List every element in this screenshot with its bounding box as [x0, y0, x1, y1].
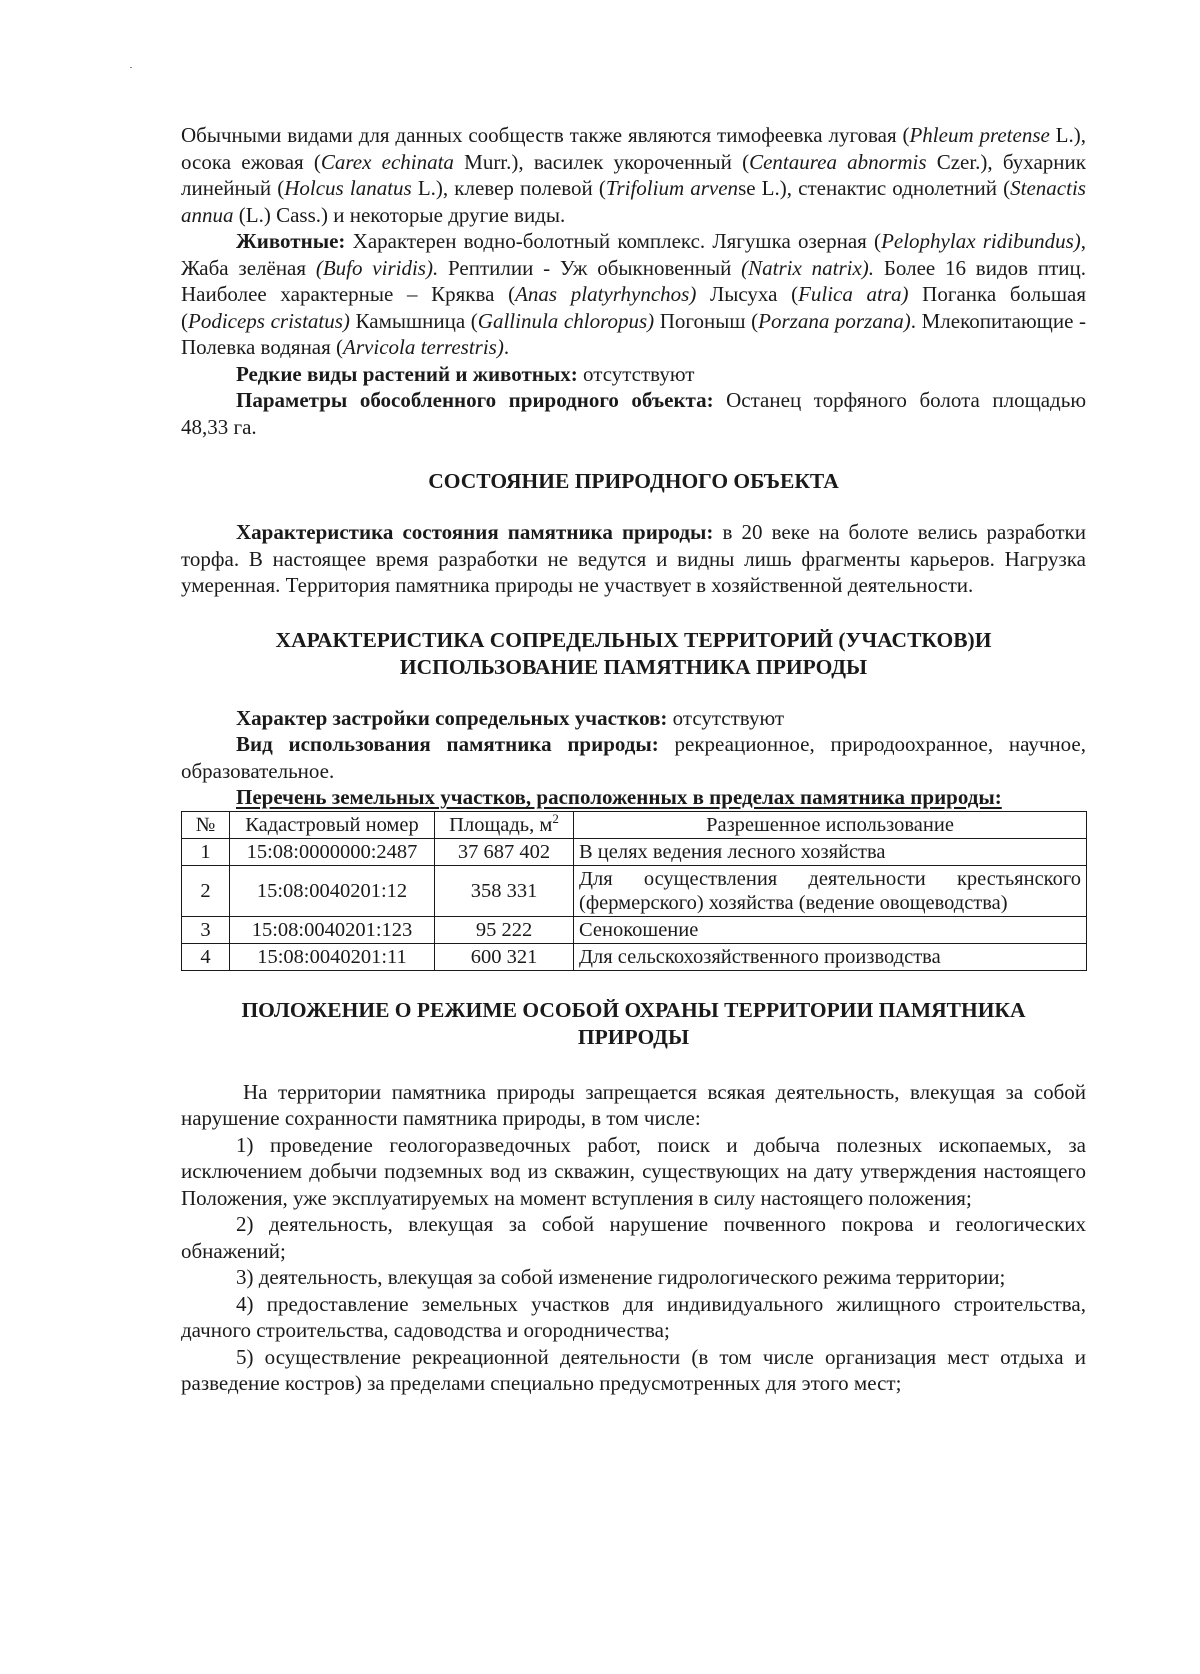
- cell-cadastral-number: 15:08:0040201:12: [230, 865, 435, 916]
- cell-area: 37 687 402: [435, 838, 574, 865]
- heading-adjacent-territories: ХАРАКТЕРИСТИКА СОПРЕДЕЛЬНЫХ ТЕРРИТОРИЙ (УЧАСТКОВ)И ИСПОЛЬЗОВАНИЕ ПАМЯТНИКА ПРИРОДЫ: [275, 627, 992, 679]
- cell-cadastral-number: 15:08:0040201:11: [230, 943, 435, 970]
- header-permitted-use: Разрешенное использование: [574, 811, 1087, 838]
- animals-paragraph: Животные: Характерен водно-болотный комплекс. Лягушка озерная (Pelophylax ridibundus), Жаба зелёная (Bufo viridis). Рептилии - Уж обыкновенный (Natrix natrix). Более 16 видов птиц. Наиболее характерные – Кряква (Anas platyrhynchos) Лысуха (Fulica atra) Поганка большая (Podiceps cristatus) Камышница (Gallinula chloropus) Погоныш (Porzana porzana). Млекопитающие - Полевка водяная (Arvicola terrestris).: [181, 229, 1087, 359]
- cell-number: 2: [182, 865, 230, 916]
- table-row: [182, 943, 1087, 970]
- cell-permitted-use: Сенокошение: [574, 916, 1087, 943]
- cell-area: 95 222: [435, 916, 574, 943]
- cell-number: 3: [182, 916, 230, 943]
- table-row: [182, 916, 1087, 943]
- regime-item-1: 1) проведение геологоразведочных работ, поиск и добыча полезных ископаемых, за исключением добычи подземных вод из скважин, существующих на дату утверждения настоящего Положения, уже эксплуатируемых на момент вступления в силу настоящего положения;: [181, 1132, 1086, 1210]
- land-plots-caption: Перечень земельных участков, расположенных в пределах памятника природы:: [236, 785, 1002, 809]
- cell-area: 600 321: [435, 943, 574, 970]
- heading-protection-regime: ПОЛОЖЕНИЕ О РЕЖИМЕ ОСОБОЙ ОХРАНЫ ТЕРРИТОРИИ ПАМЯТНИКА ПРИРОДЫ: [241, 997, 1026, 1049]
- header-area: Площадь, $м^2$: [435, 811, 574, 838]
- usage-paragraph: Вид использования памятника природы: рекреационное, природоохранное, научное, образовательное.: [181, 732, 1086, 783]
- state-paragraph: Характеристика состояния памятника природы: в 20 веке на болоте велись разработки торфа. В настоящее время разработки не ведутся и видны лишь фрагменты карьеров. Нагрузка умеренная. Территория памятника природы не участвует в хозяйственной деятельности.: [181, 520, 1086, 597]
- cell-number: 4: [182, 943, 230, 970]
- header-number: №: [182, 811, 230, 838]
- cell-area: 358 331: [435, 865, 574, 916]
- rare-species-paragraph: Редкие виды растений и животных: отсутствуют: [236, 361, 695, 386]
- cell-number: 1: [182, 838, 230, 865]
- regime-item-5: 5) осуществление рекреационной деятельности (в том числе организация мест отдыха и разведение костров) за пределами специально предусмотренных для этого мест;: [181, 1344, 1086, 1395]
- land-plots-table: [181, 811, 1087, 971]
- scan-speck: [130, 67, 132, 68]
- cell-cadastral-number: 15:08:0040201:123: [230, 916, 435, 943]
- cell-permitted-use: В целях ведения лесного хозяйства: [574, 838, 1087, 865]
- document-body: [181, 122, 1086, 1397]
- heading-object-state: СОСТОЯНИЕ ПРИРОДНОГО ОБЪЕКТА: [428, 469, 839, 493]
- building-paragraph: Характер застройки сопредельных участков: отсутствуют: [236, 705, 785, 730]
- regime-item-3: 3) деятельность, влекущая за собой изменение гидрологического режима территории;: [236, 1265, 1006, 1289]
- cell-cadastral-number: 15:08:0000000:2487: [230, 838, 435, 865]
- plants-paragraph: Обычными видами для данных сообществ также являются тимофеевка луговая (Phleum pretense L.), осока ежовая (Carex echinata Murr.), василек укороченный (Centaurea abnormis Czer.), бухарник линейный (Holcus lanatus L.), клевер полевой (Trifolium arvense L.), стенактис однолетний (Stenactis annua (L.) Cass.) и некоторые другие виды.: [181, 123, 1086, 227]
- regime-intro-paragraph: На территории памятника природы запрещается всякая деятельность, влекущая за собой нарушение сохранности памятника природы, в том числе:: [181, 1079, 1086, 1130]
- header-cadastral-number: Кадастровый номер: [230, 811, 435, 838]
- table-row: [182, 865, 1087, 916]
- table-header-row: [182, 811, 1087, 838]
- regime-item-2: 2) деятельность, влекущая за собой нарушение почвенного покрова и геологических обнажений;: [181, 1212, 1086, 1263]
- regime-item-4: 4) предоставление земельных участков для индивидуального жилищного строительства, дачного строительства, садоводства и огородничества;: [181, 1291, 1086, 1342]
- object-parameters-paragraph: Параметры обособленного природного объекта: Останец торфяного болота площадью 48,33 га.: [181, 388, 1087, 439]
- cell-permitted-use: Для осуществления деятельности крестьянского (фермерского) хозяйства (ведение овощеводства): [574, 865, 1087, 916]
- cell-permitted-use: Для сельскохозяйственного производства: [574, 943, 1087, 970]
- table-row: [182, 838, 1087, 865]
